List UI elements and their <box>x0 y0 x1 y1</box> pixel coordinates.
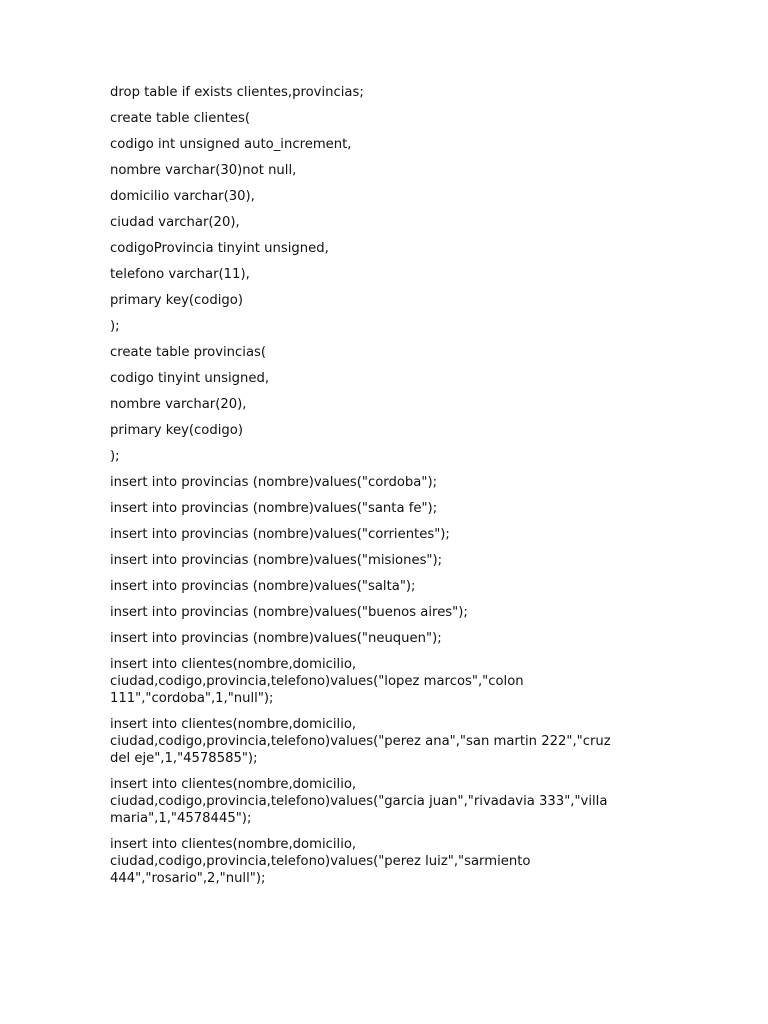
text-line: domicilio varchar(30), <box>110 189 255 204</box>
text-line: primary key(codigo) <box>110 423 243 438</box>
text-line: create table clientes( <box>110 111 250 126</box>
text-line: telefono varchar(11), <box>110 267 250 282</box>
text-line: codigoProvincia tinyint unsigned, <box>110 241 329 256</box>
text-line: insert into provincias (nombre)values("buenos aires"); <box>110 605 468 620</box>
insert-paragraph <box>110 656 658 707</box>
text-line: ); <box>110 319 120 334</box>
text-line: insert into provincias (nombre)values("cordoba"); <box>110 475 438 490</box>
text-line: ciudad,codigo,provincia,telefono)values("garcia juan","rivadavia 333","villa <box>110 794 608 809</box>
text-line: ciudad varchar(20), <box>110 215 240 230</box>
text-line: primary key(codigo) <box>110 293 243 308</box>
text-line: insert into provincias (nombre)values("corrientes"); <box>110 527 450 542</box>
text-line: insert into clientes(nombre,domicilio, <box>110 717 357 732</box>
text-line: ciudad,codigo,provincia,telefono)values("lopez marcos","colon <box>110 674 524 689</box>
text-line: insert into provincias (nombre)values("santa fe"); <box>110 501 438 516</box>
insert-paragraph <box>110 836 658 887</box>
text-line: codigo int unsigned auto_increment, <box>110 137 352 152</box>
text-line: insert into clientes(nombre,domicilio, <box>110 657 357 672</box>
text-line: insert into provincias (nombre)values("misiones"); <box>110 553 443 568</box>
text-line: insert into clientes(nombre,domicilio, <box>110 837 357 852</box>
text-line: insert into provincias (nombre)values("neuquen"); <box>110 631 442 646</box>
text-line: drop table if exists clientes,provincias; <box>110 85 364 100</box>
document-body <box>110 84 658 896</box>
text-line: insert into clientes(nombre,domicilio, <box>110 777 357 792</box>
text-line: ciudad,codigo,provincia,telefono)values("perez luiz","sarmiento <box>110 854 531 869</box>
insert-paragraph <box>110 776 658 827</box>
text-line: nombre varchar(30)not null, <box>110 163 297 178</box>
text-line: maria",1,"4578445"); <box>110 811 252 826</box>
text-line: ); <box>110 449 120 464</box>
text-line: 444","rosario",2,"null"); <box>110 871 266 886</box>
text-line: 111","cordoba",1,"null"); <box>110 691 274 706</box>
insert-paragraph <box>110 716 658 767</box>
text-line: insert into provincias (nombre)values("salta"); <box>110 579 416 594</box>
text-line: ciudad,codigo,provincia,telefono)values("perez ana","san martin 222","cruz <box>110 734 611 749</box>
text-line: nombre varchar(20), <box>110 397 247 412</box>
text-line: create table provincias( <box>110 345 267 360</box>
text-line: del eje",1,"4578585"); <box>110 751 258 766</box>
text-line: codigo tinyint unsigned, <box>110 371 270 386</box>
